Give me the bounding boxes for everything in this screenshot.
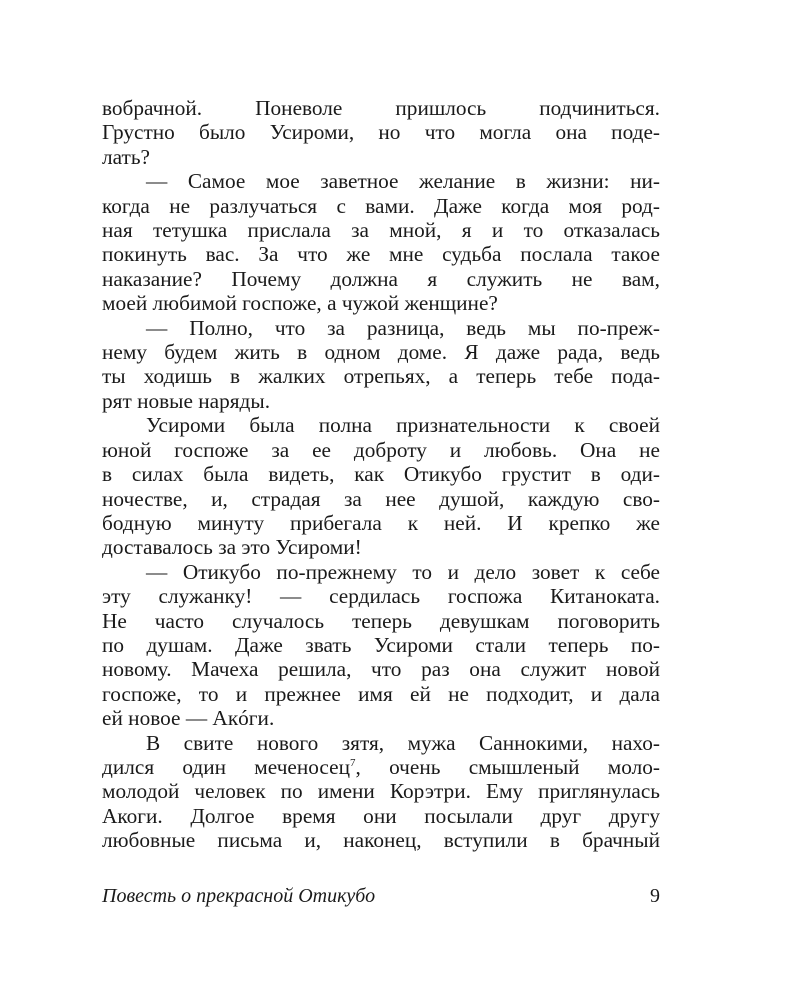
text-line: Акоги. Долгое время они посылали друг другу	[102, 803, 660, 828]
text-line: эту служанку! — сердилась госпожа Китаноката.	[102, 584, 660, 609]
text-line: моей любимой госпоже, а чужой женщине?	[102, 291, 498, 316]
text-line: — Отикубо по-прежнему то и дело зовет к себе	[146, 559, 660, 584]
text-line: ты ходишь в жалких отрепьях, а теперь тебе пода-	[102, 364, 660, 389]
text-line: — Полно, что за разница, ведь мы по-преж-	[146, 315, 660, 340]
text-line: вобрачной. Поневоле пришлось подчиниться.	[102, 96, 660, 120]
text-line: по душам. Даже звать Усироми стали теперь по-	[102, 632, 660, 657]
text-line: нему будем жить в одном доме. Я даже рада, ведь	[102, 340, 660, 365]
text-line: любовные письма и, наконец, вступили в брачный	[102, 828, 660, 853]
text-line: ей новое — Акóги.	[102, 706, 275, 731]
paragraph	[102, 316, 660, 414]
text-line: Грустно было Усироми, но что могла она поде-	[102, 120, 660, 145]
paragraph	[102, 169, 660, 315]
footnote-marker[interactable]: 7	[350, 756, 356, 769]
text-line: В свите нового зятя, мужа Саннокими, нахо-	[146, 730, 660, 755]
page-body	[102, 96, 660, 853]
text-line: когда не разлучаться с вами. Даже когда моя род-	[102, 193, 660, 218]
footnote-line-before: дился один меченосец	[102, 754, 350, 779]
text-line: — Самое мое заветное желание в жизни: ни-	[146, 169, 660, 194]
text-block	[102, 96, 660, 853]
text-line: ная тетушка прислала за мной, я и то отказалась	[102, 218, 660, 243]
text-line: Усироми была полна признательности к своей	[146, 413, 660, 438]
paragraph	[102, 96, 660, 169]
page-number: 9	[650, 885, 660, 907]
text-line: лать?	[102, 144, 151, 169]
text-line: рят новые наряды.	[102, 388, 271, 413]
text-line: доставалось за это Усироми!	[102, 535, 362, 560]
text-line: юной госпоже за ее доброту и любовь. Она не	[102, 437, 660, 462]
text-line: покинуть вас. За что же мне судьба послала такое	[102, 242, 660, 267]
paragraph	[102, 413, 660, 559]
text-line: в силах была видеть, как Отикубо грустит в оди-	[102, 462, 660, 487]
running-title: Повесть о прекрасной Отикубо	[102, 885, 376, 907]
text-line-with-footnote	[102, 755, 660, 779]
text-line: госпоже, то и прежнее имя ей не подходит, и дала	[102, 681, 660, 706]
text-line: Не часто случалось теперь девушкам поговорить	[102, 608, 660, 633]
text-line: новому. Мачеха решила, что раз она служит новой	[102, 657, 660, 682]
page-footer	[102, 884, 660, 908]
paragraph	[102, 731, 660, 853]
text-line: бодную минуту прибегала к ней. И крепко же	[102, 510, 660, 535]
text-line: наказание? Почему должна я служить не вам,	[102, 266, 660, 291]
paragraph	[102, 560, 660, 731]
text-line: ночестве, и, страдая за нее душой, каждую сво-	[102, 486, 660, 511]
text-line: молодой человек по имени Корэтри. Ему приглянулась	[102, 779, 660, 804]
footnote-line-after: , очень смышленый моло-	[355, 754, 661, 779]
